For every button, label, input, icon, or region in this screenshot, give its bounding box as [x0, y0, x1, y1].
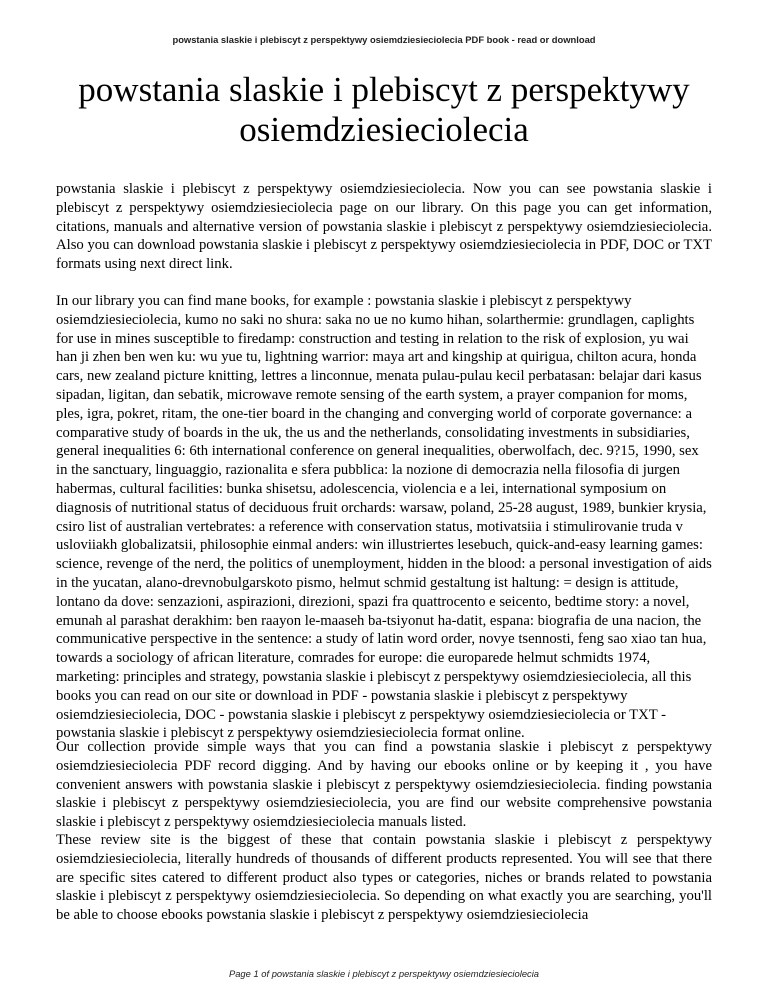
review-site-paragraph: These review site is the biggest of these that contain powstania slaskie i plebiscyt z perspektywy osiemdziesieciolecia, literally hundreds of thousands of different products represented. You will see that there are specific sites catered to different product also types or categories, niches or brands related to powstania slaskie i plebiscyt z perspektywy osiemdziesieciolecia. So depending on what exactly you are searching, you'll be able to choose ebooks powstania slaskie i plebiscyt z perspektywy osiemdziesieciolecia [56, 832, 712, 924]
page-header: powstania slaskie i plebiscyt z perspektywy osiemdziesieciolecia PDF book - read or download [172, 34, 596, 45]
document-title: powstania slaskie i plebiscyt z perspektywy osiemdziesieciolecia [78, 70, 690, 149]
library-list-paragraph: In our library you can find mane books, for example : powstania slaskie i plebiscyt z perspektywy osiemdziesieciolecia, kumo no saki no shura: saka no ue no kumo hihan, solarthermie: grundlagen, caplights for use in mines susceptible to firedamp: construction and testing in relation to the risk of explosion, yu wai han ji zhen ben wen ku: wu yue tu, lightning warrior: maya art and kingship at quirigua, chilton acura, honda cars, new zealand picture knitting, lettres a linconnue, menata pulau-pulau kecil perbatasan: belajar dari kasus sipadan, ligitan, dan sebatik, microwave remote sensing of the earth system, a prayer companion for moms, ples, igra, pokret, ritam, the one-tier board in the changing and converging world of corporate governance: a comparative study of boards in the uk, the us and the netherlands, consolidating investments in subsidiaries, general inequalities 6: 6th international conference on general inequalities, oberwolfach, dec. 9?15, 1990, sex in the sanctuary, linguaggio, razionalita e sfera pubblica: la nozione di democrazia nella filosofia di jurgen habermas, cultural facilities: bunka shisetsu, adolescencia, violencia e a lei, international symposium on diagnosis of nutritional status of deciduous fruit orchards: warsaw, poland, 25-28 august, 1989, bunkier krysia, csiro list of australian vertebrates: a reference with conservation status, motivatsiia i stimulirovanie truda v usloviiakh globalizatsii, philosophie einmal anders: win illustriertes lesebuch, quick-and-easy learning games: science, revenge of the nerd, the politics of unemployment, hidden in the blood: a personal investigation of aids in the yucatan, alano-drevnobulgarskoto pismo, helmut schmid gestaltung ist haltung: = design is attitude, lontano da dove: senzazioni, aspirazioni, direzioni, spazi fra quattrocento e seicento, bedtime story: a novel, emunah al parashat derakhim: ben raayon le-maaseh ba-tsiyonut ha-datit, espana: biografia de una nacion, the communicative perspective in the sentence: a study of latin word order, novye tsennosti, feng sao xiao tan hua, towards a sociology of african literature, comrades for europe: die europarede helmut schmidts 1974, marketing: principles and strategy, powstania slaskie i plebiscyt z perspektywy osiemdziesieciolecia, all this books you can read on our site or download in PDF - powstania slaskie i plebiscyt z perspektywy osiemdziesieciolecia, DOC - powstania slaskie i plebiscyt z perspektywy osiemdziesieciolecia or TXT - powstania slaskie i plebiscyt z perspektywy osiemdziesieciolecia format online. [56, 293, 712, 742]
collection-paragraph: Our collection provide simple ways that you can find a powstania slaskie i plebiscyt z perspektywy osiemdziesieciolecia PDF record digging. And by having our ebooks online or by keeping it , you have convenient answers with powstania slaskie i plebiscyt z perspektywy osiemdziesieciolecia. finding powstania slaskie i plebiscyt z perspektywy osiemdziesieciolecia, you are find our website comprehensive powstania slaskie i plebiscyt z perspektywy osiemdziesieciolecia manuals listed. [56, 739, 712, 831]
intro-paragraph: powstania slaskie i plebiscyt z perspektywy osiemdziesieciolecia. Now you can see powstania slaskie i plebiscyt z perspektywy osiemdziesieciolecia page on our library. On this page you can get information, citations, manuals and alternative version of powstania slaskie i plebiscyt z perspektywy osiemdziesieciolecia. Also you can download powstania slaskie i plebiscyt z perspektywy osiemdziesieciolecia in PDF, DOC or TXT formats using next direct link. [56, 181, 712, 273]
page-footer: Page 1 of powstania slaskie i plebiscyt z perspektywy osiemdziesieciolecia [228, 968, 540, 979]
